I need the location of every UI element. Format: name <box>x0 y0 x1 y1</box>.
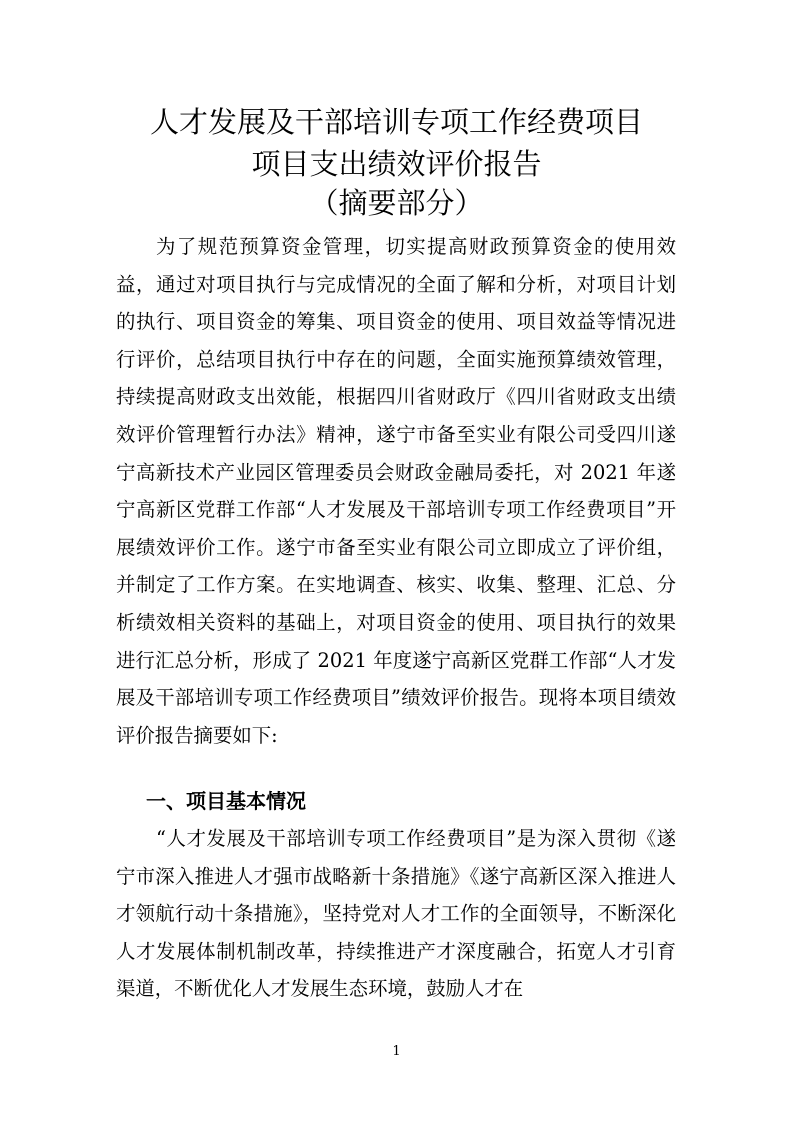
project-basics-paragraph: “人才发展及干部培训专项工作经费项目”是为深入贯彻《遂宁市深入推进人才强市战略新十条措施》《遂宁高新区深入推进人才领航行动十条措施》，坚持党对人才工作的全面领导，不断深化人才发展体制机制改革，持续推进产才深度融合，拓宽人才引育渠道，不断优化人才发展生态环境，鼓励人才在 <box>116 827 676 1001</box>
document-title-line-1: 人才发展及干部培训专项工作经费项目 <box>149 105 643 139</box>
intro-paragraph: 为了规范预算资金管理，切实提高财政预算资金的使用效益，通过对项目执行与完成情况的全面了解和分析，对项目计划的执行、项目资金的筹集、项目资金的使用、项目效益等情况进行评价，总结项目执行中存在的问题，全面实施预算绩效管理，持续提高财政支出效能，根据四川省财政厅《四川省财政支出绩效评价管理暂行办法》精神，遂宁市备至实业有限公司受四川遂宁高新技术产业园区管理委员会财政金融局委托，对 2021 年遂宁高新区党群工作部“人才发展及干部培训专项工作经费项目”开展绩效评价工作。遂宁市备至实业有限公司立即成立了评价组，并制定了工作方案。在实地调查、核实、收集、整理、汇总、分析绩效相关资料的基础上，对项目资金的使用、项目执行的效果进行汇总分析，形成了 2021 年度遂宁高新区党群工作部“人才发展及干部培训专项工作经费项目”绩效评价报告。现将本项目绩效评价报告摘要如下: <box>116 235 676 747</box>
document-title-line-3: （摘要部分） <box>309 186 484 220</box>
section-heading-project-basics: 一、项目基本情况 <box>146 789 306 813</box>
document-title-line-2: 项目支出绩效评价报告 <box>251 147 542 181</box>
page-number: 1 <box>392 1044 401 1059</box>
